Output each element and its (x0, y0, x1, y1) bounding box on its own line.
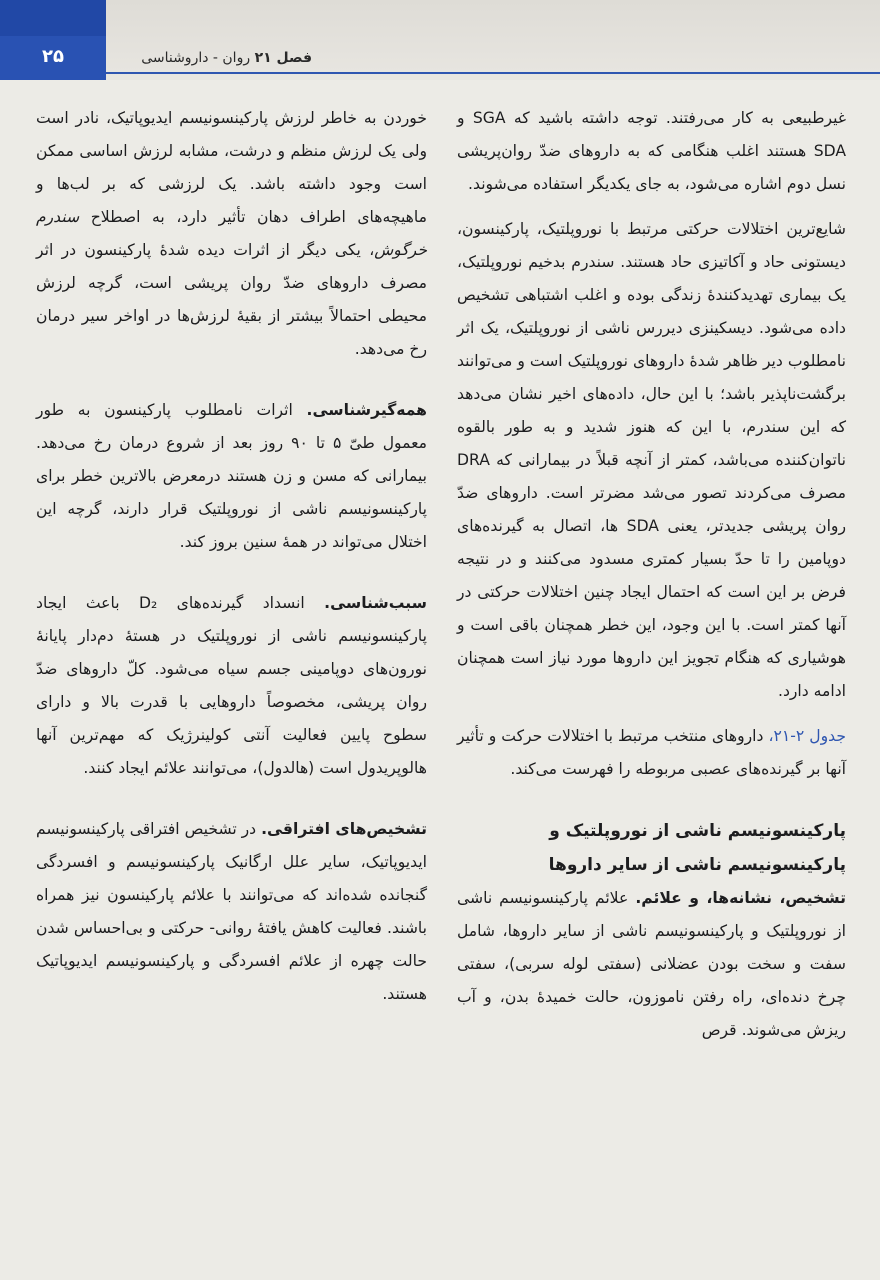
running-header (141, 50, 312, 66)
tab-accent (0, 0, 106, 36)
paragraph (36, 813, 427, 1011)
paragraph: غیرطبیعی به کار می‌رفتند. توجه داشته باشید که SGA و SDA هستند اغلب هنگامی که به داروهای ضدّ روان‌پریشی نسل دوم اشاره می‌شود، به جای یکدیگر استفاده می‌شوند. (457, 109, 846, 193)
paragraph (36, 102, 427, 366)
paragraph (457, 720, 846, 786)
header-rule (106, 72, 880, 74)
paragraph-text: خوردن به خاطر لرزش پارکینسونیسم ایدیوپاتیک، نادر است ولی یک لرزش منظم و درشت، مشابه لرزش اساسی ممکن است وجود داشته باشد. یک لرزشی که بر لب‌ها و ماهیچه‌های اطراف دهان تأثیر دارد، به اصطلاح (36, 109, 427, 226)
paragraph-text: انسداد گیرنده‌های D₂ باعث ایجاد پارکینسونیسم ناشی از نوروپلتیک در هستهٔ دم‌دار پایانهٔ نورون‌های دوپامینی جسم سیاه می‌شود. کلّ داروهای ضدّ روان پریشی، مخصوصاً داروهایی با قدرت بالا و دارای سطوح پایین فعالیت آنتی کولینرژیک که مهم‌ترین آنها هالوپریدول است (هالدول)، می‌توانند علائم ایجاد کنند. (36, 594, 427, 777)
table-reference-link[interactable]: جدول ۲-۲۱، (768, 727, 846, 745)
paragraph (36, 587, 427, 785)
term: سندرم خرگوش (36, 208, 427, 259)
page-number-tab (0, 0, 106, 80)
page-header (0, 0, 880, 80)
paragraph (457, 882, 846, 1047)
left-column (36, 102, 427, 1023)
paragraph-text: علائم پارکینسونیسم ناشی از نوروپلتیک و پارکینسونیسم ناشی از سایر داروها، شامل سفت و سخت بودن عضلانی (سفتی لوله سربی)، سفتی چرخ دنده‌ای، راه رفتن ناموزون، حالت خمیدهٔ بدن، و آب ریزش می‌شوند. قرص (457, 889, 846, 1039)
section-title-line: پارکینسونیسم ناشی از سایر داروها (548, 855, 846, 875)
chapter-title: روان - داروشناسی (141, 50, 251, 66)
paragraph-text: اثرات نامطلوب پارکینسون به طور معمول طیّ ۵ تا ۹۰ روز بعد از شروع درمان رخ می‌دهد. بیمارانی که مسن و زن هستند درمعرض بالاترین خطر برای پارکینسونیسم ناشی از نوروپلتیک قرار دارند، گرچه این اختلال می‌تواند در همهٔ سنین بروز کند. (36, 401, 427, 551)
paragraph-text: ، یکی دیگر از اثرات دیده شدهٔ پارکینسون در اثر مصرف داروهای ضدّ روان پریشی است، گرچه لرزش محیطی احتمالاً بیشتر از بقیهٔ لرزش‌ها در اواخر سیر درمان رخ می‌دهد. (36, 241, 427, 358)
right-column (457, 102, 846, 1059)
paragraph: شایع‌ترین اختلالات حرکتی مرتبط با نوروپلتیک، پارکینسون، دیستونی حاد و آکاتیزی حاد هستند. سندرم بدخیم نوروپلتیک، یک بیماری تهدیدکنندهٔ زندگی بوده و اغلب اشتباهی تشخیص داده می‌شود. دیسکینزی دیررس ناشی از نوروپلتیک، یک اثر نامطلوب دیر ظاهر شدهٔ داروهای نوروپلتیک است و می‌توانند برگشت‌ناپذیر باشد؛ با این حال، داده‌های اخیر نشان می‌دهد که این سندرم، با این که هنوز شدید و به طور بالقوه ناتوان‌کننده می‌باشد، کمتر از آنچه قبلاً در بیمارانی که DRA مصرف می‌کردند تصور می‌شد مضرتر است. داروهای ضدّ روان پریشی جدیدتر، یعنی SDA ها، اتصال به گیرنده‌های دوپامین را تا حدّ بسیار کمتری مسدود می‌کنند و در نتیجه فرض بر این است که احتمال ایجاد چنین اختلالات حرکتی در آنها کمتر است. با این وجود، این خطر همچنان باقی است و هوشیاری که هنگام تجویز این داروها مورد نیاز است همچنان ادامه دارد. (457, 220, 846, 700)
paragraph-lead: تشخیص‌های افتراقی. (261, 820, 427, 838)
paragraph (36, 394, 427, 559)
section-title (457, 814, 846, 882)
paragraph-lead: تشخیص، نشانه‌ها، و علائم. (635, 889, 846, 907)
section-title-line: پارکینسونیسم ناشی از نوروپلتیک و (549, 821, 846, 841)
paragraph-text: داروهای منتخب مرتبط با اختلالات حرکت و تأثیر آنها بر گیرنده‌های عصبی مربوطه را فهرست می‌کند. (457, 727, 846, 778)
paragraph-lead: سبب‌شناسی. (324, 594, 427, 612)
chapter-label: فصل ۲۱ (254, 50, 312, 66)
page-number: ۲۵ (42, 46, 64, 67)
paragraph-lead: همه‌گیرشناسی. (306, 401, 427, 419)
paragraph-text: در تشخیص افتراقی پارکینسونیسم ایدیوپاتیک، سایر علل ارگانیک پارکینسونیسم و افسردگی گنجانده شده‌اند که می‌توانند با علائم پارکینسون نیز همراه باشند. فعالیت کاهش یافتهٔ روانی- حرکتی و بی‌احساس شدن حالت چهره از علائم افسردگی و پارکینسونیسم ایدیوپاتیک هستند. (36, 820, 427, 1003)
